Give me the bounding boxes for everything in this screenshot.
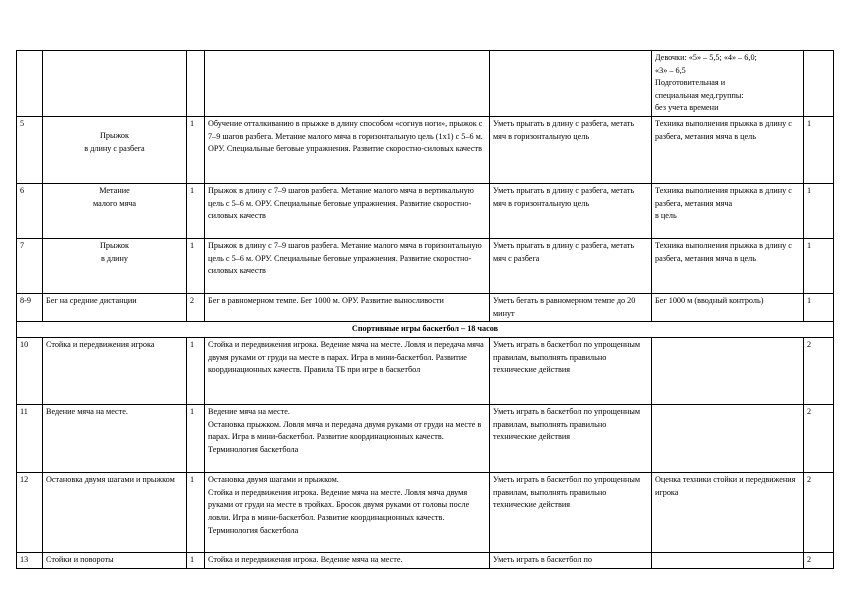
requirements-cell: Уметь играть в баскетбол по [490, 553, 652, 569]
content-cell [205, 51, 490, 117]
content-cell: Прыжок в длину с 7–9 шагов разбега. Метание малого мяча в вертикальную цель с 5–6 м. ОРУ. Специальные беговые упражнения. Развитие скоростно-силовых качеств [205, 183, 490, 238]
content-cell: Бег в равномерном темпе. Бег 1000 м. ОРУ. Развитие выносливости [205, 293, 490, 321]
table-row [17, 338, 834, 405]
topic-cell: Бег на средние дистанции [43, 293, 187, 321]
total-cell: 1 [804, 238, 834, 293]
control-cell: Оценка техники стойки и передвижения игрока [652, 473, 804, 553]
requirements-cell: Уметь играть в баскетбол по упрощенным правилам, выполнять правильно технические действия [490, 473, 652, 553]
section-title: Спортивные игры баскетбол – 18 часов [17, 322, 834, 338]
total-cell: 2 [804, 473, 834, 553]
control-cell [652, 405, 804, 473]
table-row [17, 473, 834, 553]
requirements-cell: Уметь играть в баскетбол по упрощенным правилам, выполнять правильно технические действия [490, 338, 652, 405]
table-row [17, 553, 834, 569]
hours-cell: 1 [187, 405, 205, 473]
control-cell [652, 338, 804, 405]
topic-cell: Прыжок в длину [43, 238, 187, 293]
control-cell: Девочки: «5» – 5,5; «4» – 6,0; «3» – 6,5 Подготовительная и специальная мед.группы: без учета времени [652, 51, 804, 117]
lesson-number-cell: 12 [17, 473, 43, 553]
requirements-cell: Уметь играть в баскетбол по упрощенным правилам, выполнять правильно технические действия [490, 405, 652, 473]
total-cell: 2 [804, 405, 834, 473]
hours-cell: 1 [187, 183, 205, 238]
requirements-cell [490, 51, 652, 117]
topic-cell [43, 51, 187, 117]
lesson-plan-table [16, 50, 834, 569]
requirements-cell: Уметь бегать в равномерном темпе до 20 минут [490, 293, 652, 321]
lesson-number-cell: 5 [17, 116, 43, 183]
lesson-number-cell: 13 [17, 553, 43, 569]
requirements-cell: Уметь прыгать в длину с разбега, метать мяч в горизонтальную цель [490, 183, 652, 238]
topic-cell: Остановка двумя шагами и прыжком [43, 473, 187, 553]
total-cell: 2 [804, 338, 834, 405]
table-row [17, 116, 834, 183]
hours-cell: 1 [187, 116, 205, 183]
total-cell: 1 [804, 116, 834, 183]
control-cell: Техника выполнения прыжка в длину с разбега, метания мяча в цель [652, 183, 804, 238]
table-row [17, 405, 834, 473]
table-row [17, 238, 834, 293]
total-cell: 2 [804, 553, 834, 569]
total-cell: 1 [804, 293, 834, 321]
lesson-number-cell: 11 [17, 405, 43, 473]
topic-cell: Стойки и повороты [43, 553, 187, 569]
content-cell: Стойка и передвижения игрока. Ведение мяча на месте. [205, 553, 490, 569]
total-cell: 1 [804, 183, 834, 238]
table-row [17, 51, 834, 117]
lesson-number-cell: 10 [17, 338, 43, 405]
topic-cell: Прыжок в длину с разбега [43, 116, 187, 183]
content-cell: Стойка и передвижения игрока. Ведение мяча на месте. Ловля и передача мяча двумя руками от груди на месте в парах. Игра в мини-баскетбол. Развитие координационных качеств. Правила ТБ при игре в баскетбол [205, 338, 490, 405]
hours-cell: 2 [187, 293, 205, 321]
total-cell [804, 51, 834, 117]
hours-cell [187, 51, 205, 117]
hours-cell: 1 [187, 473, 205, 553]
hours-cell: 1 [187, 553, 205, 569]
content-cell: Обучение отталкиванию в прыжке в длину способом «согнув ноги», прыжок с 7–9 шагов разбега. Метание малого мяча в горизонтальную цель (1x1) с 5–6 м. ОРУ. Специальные беговые упражнения. Развитие скоростно-силовых качеств [205, 116, 490, 183]
table-row [17, 183, 834, 238]
requirements-cell: Уметь прыгать в длину с разбега, метать мяч в горизонтальную цель [490, 116, 652, 183]
section-row [17, 322, 834, 338]
control-cell [652, 553, 804, 569]
lesson-number-cell: 8-9 [17, 293, 43, 321]
content-cell: Прыжок в длину с 7–9 шагов разбега. Метание малого мяча в горизонтальную цель с 5–6 м. ОРУ. Специальные беговые упражнения. Развитие скоростно-силовых качеств [205, 238, 490, 293]
content-cell: Ведение мяча на месте. Остановка прыжком. Ловля мяча и передача двумя руками от груди на месте в парах. Игра в мини-баскетбол. Развитие координационных качеств. Терминология баскетбола [205, 405, 490, 473]
topic-cell: Стойка и передвижения игрока [43, 338, 187, 405]
content-cell: Остановка двумя шагами и прыжком. Стойка и передвижения игрока. Ведение мяча на месте. Ловля мяча двумя руками от груди на месте в тройках. Бросок двумя руками от головы после ловли. Игра в мини-баскетбол. Развитие координационных качеств. Терминология баскетбола [205, 473, 490, 553]
lesson-number-cell: 6 [17, 183, 43, 238]
lesson-number-cell: 7 [17, 238, 43, 293]
lesson-number-cell [17, 51, 43, 117]
control-cell: Бег 1000 м (вводный контроль) [652, 293, 804, 321]
control-cell: Техника выполнения прыжка в длину с разбега, метания мяча в цель [652, 116, 804, 183]
topic-cell: Метание малого мяча [43, 183, 187, 238]
table-row [17, 293, 834, 321]
hours-cell: 1 [187, 238, 205, 293]
requirements-cell: Уметь прыгать в длину с разбега, метать мяч с разбега [490, 238, 652, 293]
control-cell: Техника выполнения прыжка в длину с разбега, метания мяча в цель [652, 238, 804, 293]
hours-cell: 1 [187, 338, 205, 405]
topic-cell: Ведение мяча на месте. [43, 405, 187, 473]
